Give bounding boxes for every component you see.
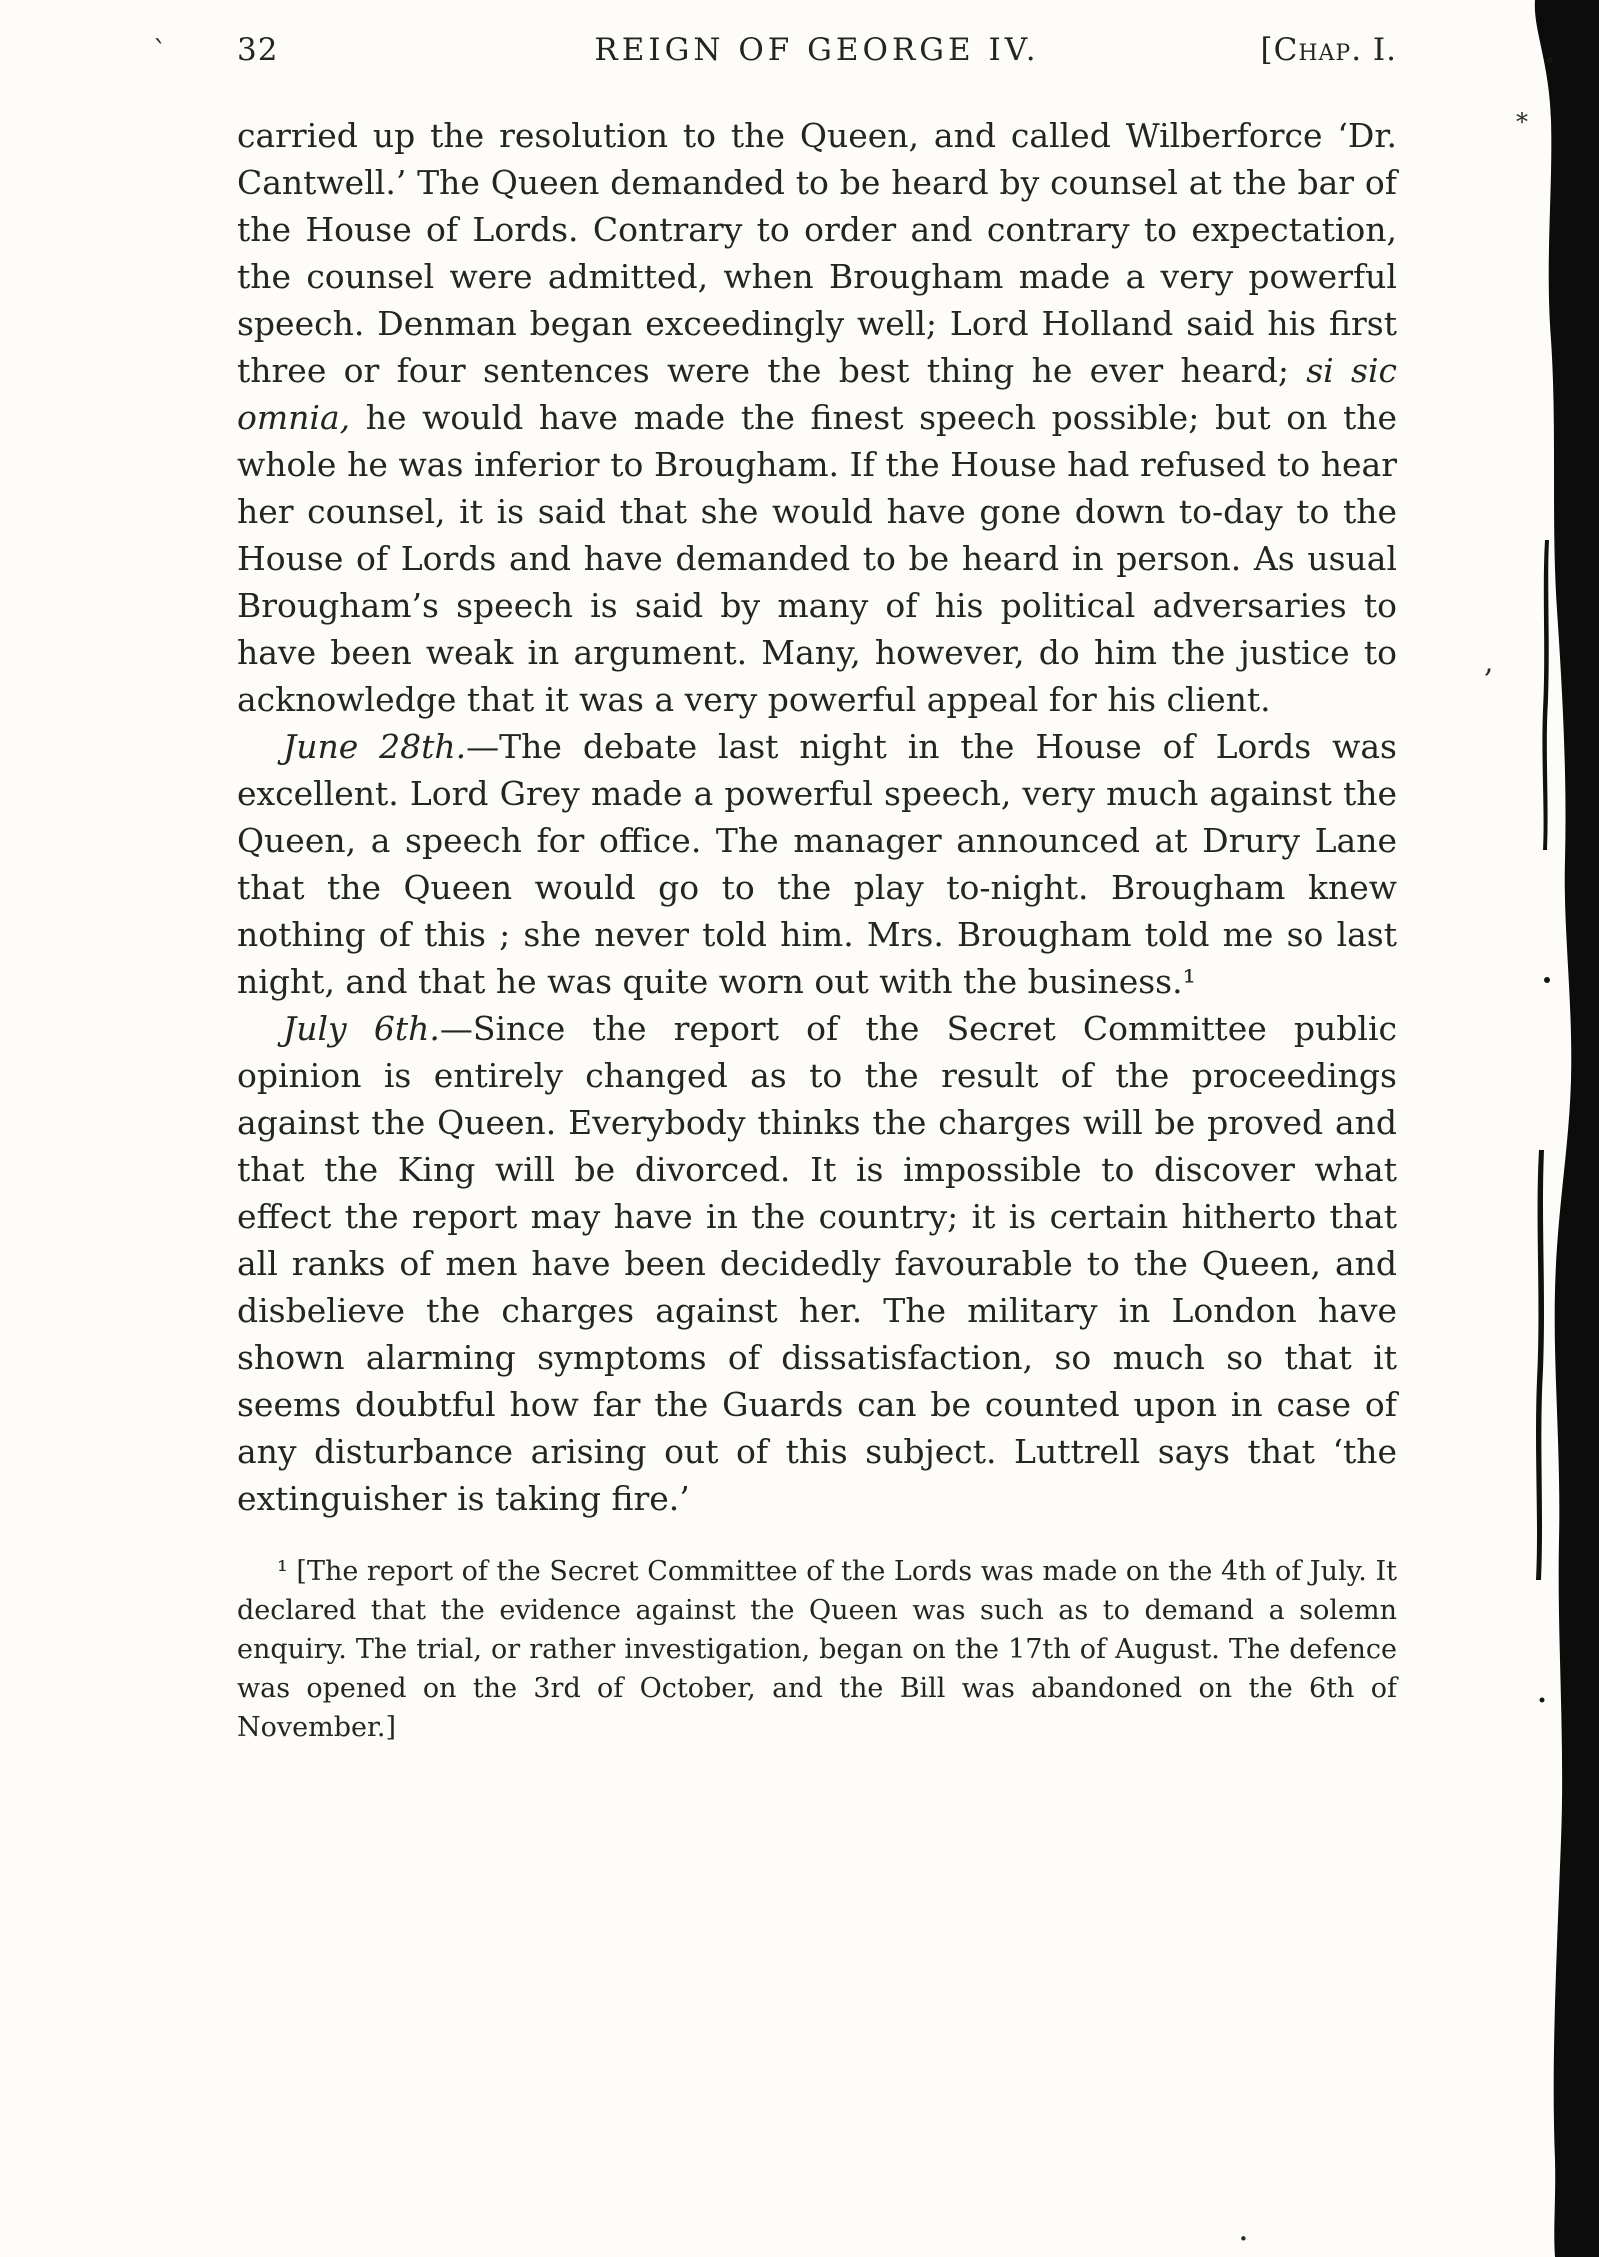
italic-text-segment: si sic omnia,: [237, 351, 1397, 437]
text-segment: carried up the resolution to the Queen, and called Wilberforce ‘Dr. Cantwell.’ The Queen demanded to be heard by counsel at the bar of the House of Lords. Contrary to order and contrary to expectation, the counsel were admitted, when Brougham made a very powerful speech. Denman began exceedingly well; Lord Holland said his first three or four sentences were the best thing he ever heard;: [237, 116, 1397, 390]
binding-shadow-artifact: [1509, 0, 1599, 2257]
text-segment: ¹ [The report of the Secret Committee of the Lords was made on the 4th of July. It declared that the evidence against the Queen was such as to demand a solemn enquiry. The trial, or rather investigation, began on the 17th of August. The defence was opened on the 3rd of October, and the Bill was abandoned on the 6th of November.]: [237, 1556, 1397, 1743]
text-segment: —Since the report of the Secret Committee public opinion is entirely changed as to the result of the proceedings against the Queen. Everybody thinks the charges will be proved and that the King will be divorced. It is impossible to discover what effect the report may have in the country; it is certain hitherto that all ranks of men have been decidedly favourable to the Queen, and disbelieve the charges against her. The military in London have shown alarming symptoms of dissatisfaction, so much so that it seems doubtful how far the Guards can be counted upon in case of any disturbance arising out of this subject. Luttrell says that ‘the extinguisher is taking fire.’: [237, 1009, 1398, 1518]
page-content: [237, 32, 1397, 1747]
paragraph-june-28: [237, 723, 1397, 1005]
page-number: 32: [237, 32, 279, 68]
binding-shadow-shape: [1509, 0, 1599, 2257]
paragraph-july-6: [237, 1005, 1397, 1522]
running-title: REIGN OF GEORGE IV.: [594, 32, 1040, 68]
italic-text-segment: July 6th.: [283, 1009, 440, 1048]
scan-speck: .: [1238, 2209, 1249, 2249]
footnote: [237, 1552, 1397, 1747]
footnote-1: [237, 1552, 1397, 1747]
italic-text-segment: June 28th.: [283, 727, 467, 766]
scan-speck: `: [153, 35, 167, 68]
page-header: [237, 32, 1397, 82]
paragraph-continuation: [237, 112, 1397, 723]
chapter-label: [Chap. I.: [1260, 32, 1397, 68]
scan-speck: ,: [1484, 645, 1494, 680]
scan-speck: *: [1516, 108, 1528, 136]
text-segment: he would have made the finest speech possible; but on the whole he was inferior to Brougham. If the House had refused to hear her counsel, it is said that she would have gone down to-day to the House of Lords and have demanded to be heard in person. As usual Brougham’s speech is said by many of his political adversaries to have been weak in argument. Many, however, do him the justice to acknowledge that it was a very powerful appeal for his client.: [237, 398, 1397, 719]
body-text: [237, 112, 1397, 1522]
text-segment: —The debate last night in the House of Lords was excellent. Lord Grey made a powerful speech, very much against the Queen, a speech for office. The manager announced at Drury Lane that the Queen would go to the play to-night. Brougham knew nothing of this ; she never told him. Mrs. Brougham told me so last night, and that he was quite worn out with the business.¹: [237, 727, 1397, 1001]
